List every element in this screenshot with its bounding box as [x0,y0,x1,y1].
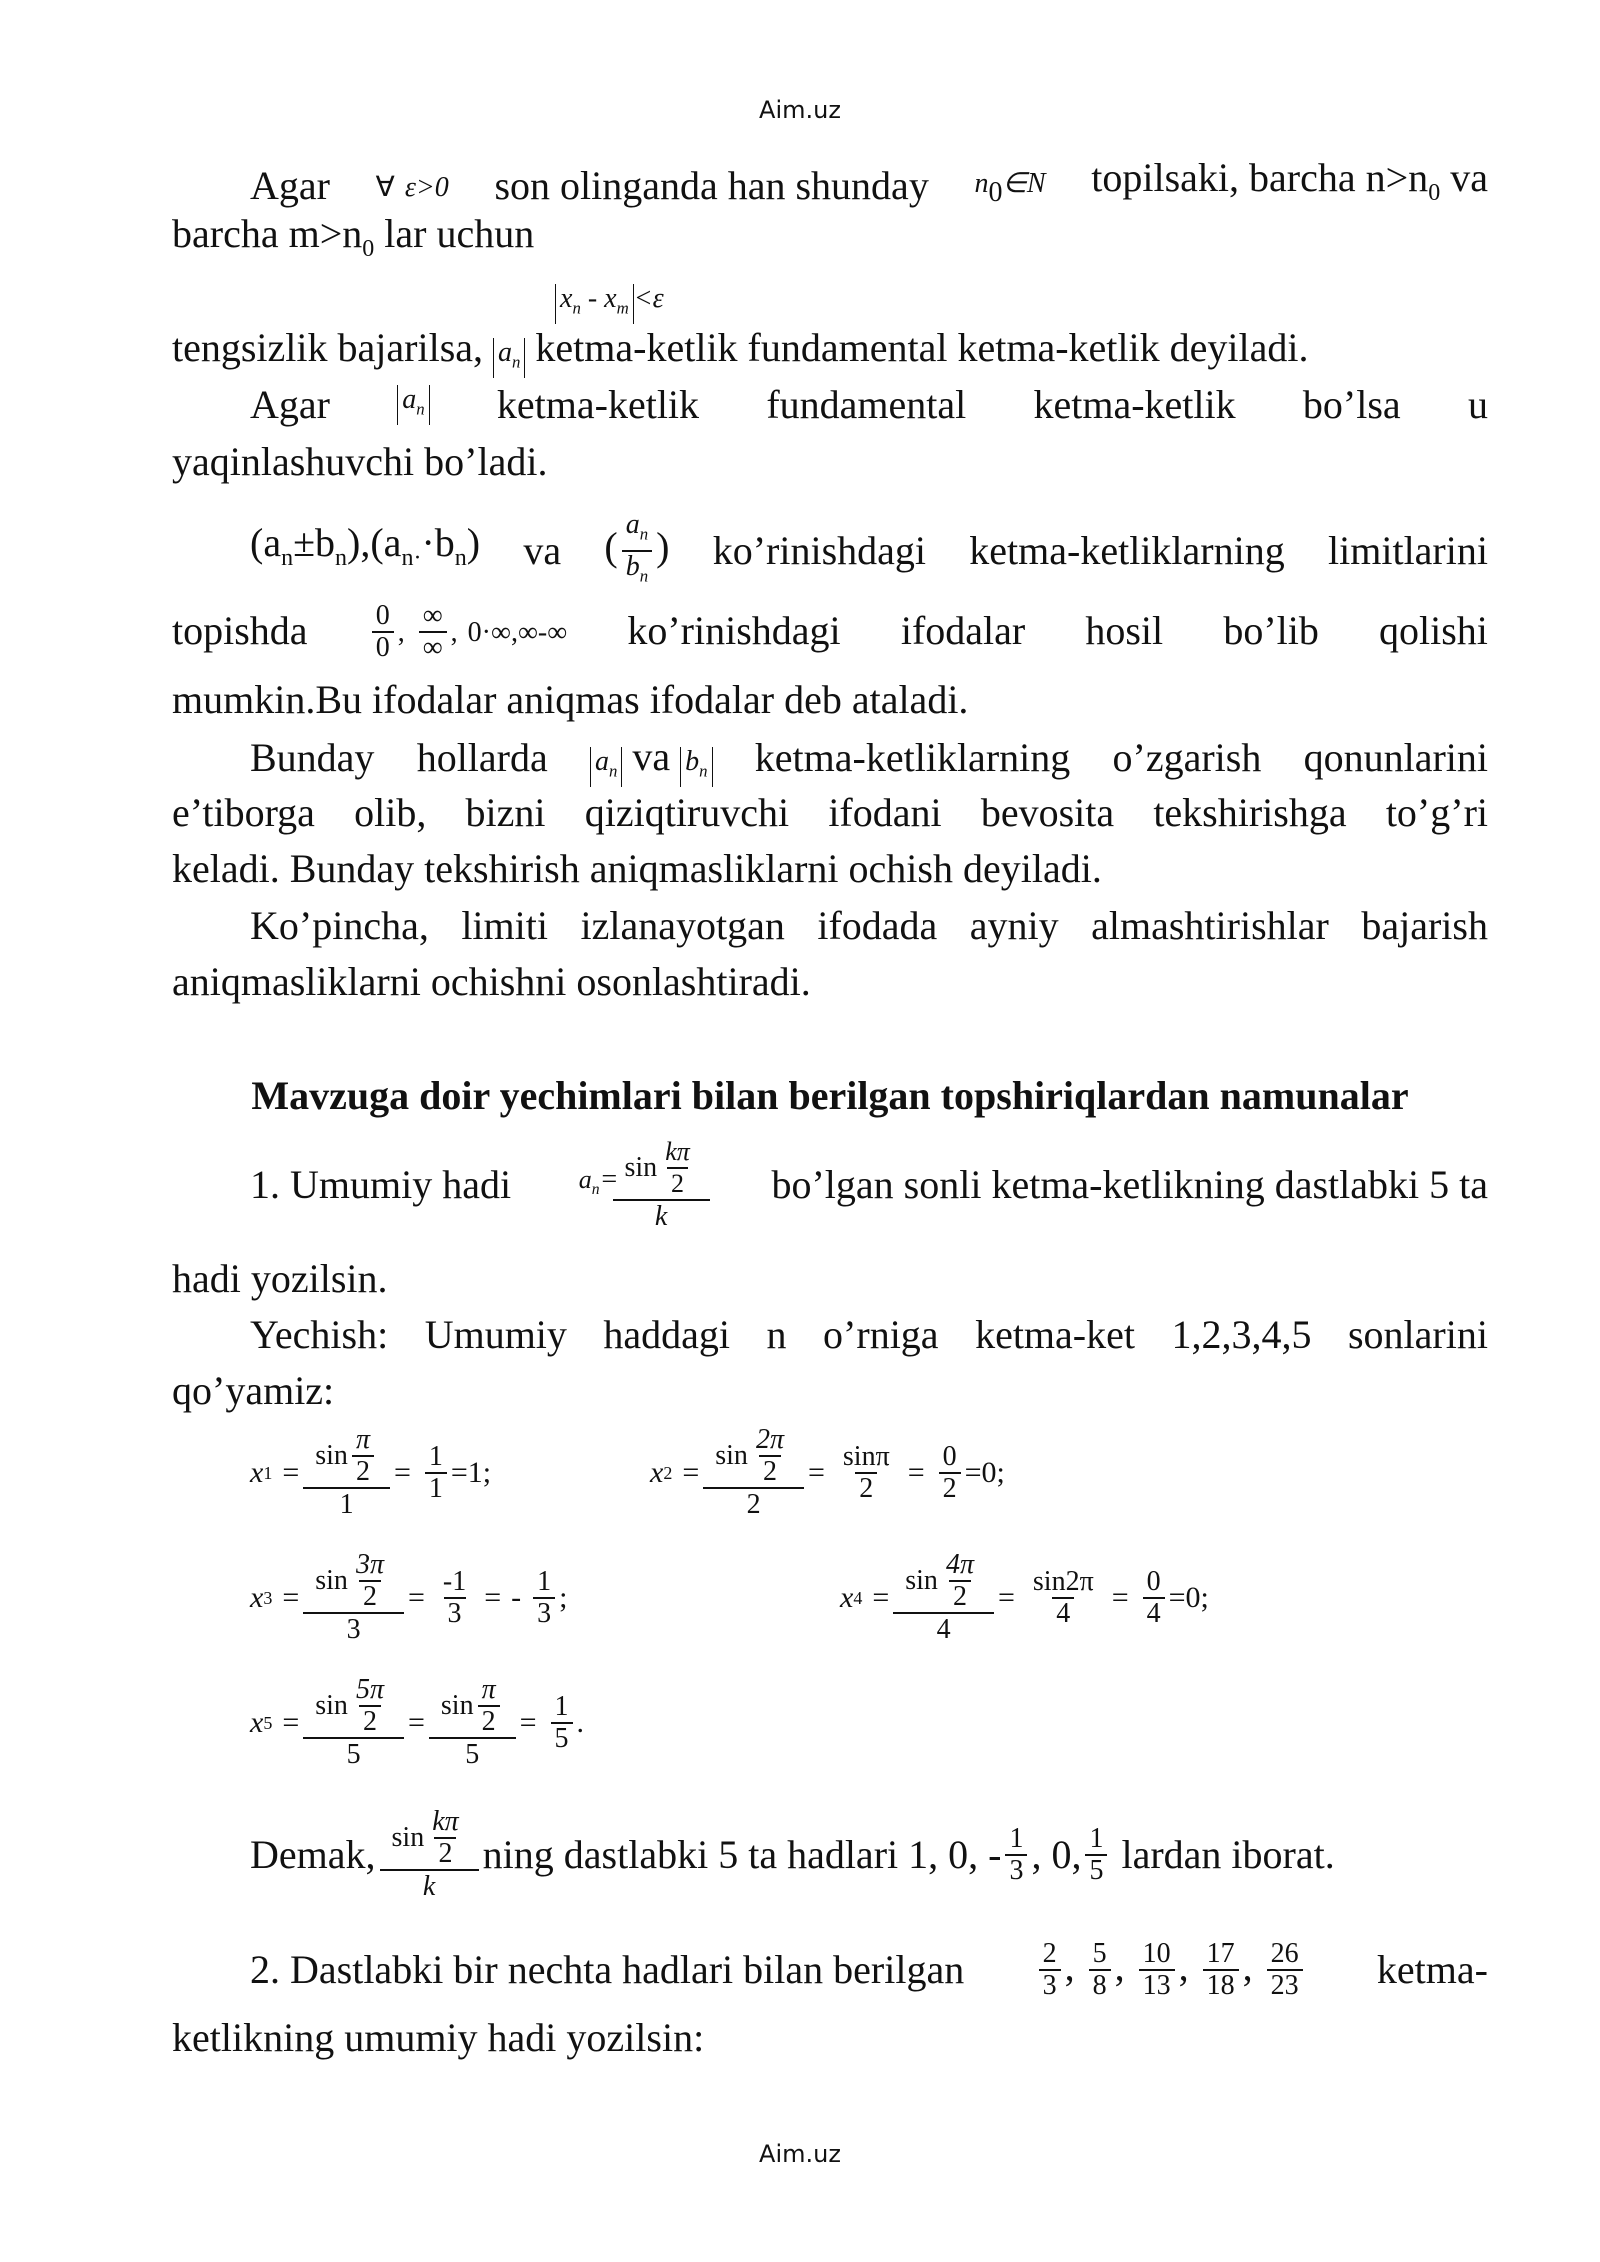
inequality-formula: $x_n - x_m <\varepsilon$ [555,266,855,327]
paragraph-5-line-1: Bunday hollarda $a_n$ va $b_n$ ketma-ketliklarning o’zgarish qonunlarini [172,729,1488,787]
equation-x1: x 1 = sin $\frac{\pi}{2}$ 1 = $\frac{1}{1}$ =1; [250,1424,492,1520]
solution-line-2: qo’yamiz: [172,1368,335,1413]
paragraph-4-line-3: mumkin.Bu ifodalar aniqmas ifodalar deb ataladi. [172,677,969,722]
formula-indeterminate-forms: $\frac{0}{0}$ , $\frac{\infty}{\infty}$ , 0·∞,∞-∞ [368,600,568,663]
example-2-line-2: ketlikning umumiy hadi yozilsin: [172,2015,705,2060]
text: son olinganda han shunday [494,162,929,208]
sequence-bn: $b_n$ [680,747,712,787]
paragraph-2: tengsizlik bajarilsa, $a_n$ ketma-ketlik fundamental ketma-ketlik deyiladi. [172,320,1488,378]
example-2-line-1: 2. Dastlabki bir nechta hadlari bilan berilgan $\frac{2}{3}$ , $\frac{5}{8}$ , $\frac{10}{13}$ , $\frac{17}{18}$ , $\frac{26}{23}$ ketma- [250,1938,1488,2002]
sequence-an: $a_n$ [590,747,622,787]
example-1-line-1: 1. Umumiy hadi $a_n=$ sin $\frac{k\pi}{2}$ k bo’lgan sonli ketma-ketlikning dastlabki 5 ta [250,1137,1488,1232]
equation-x4: x 4 = sin $\frac{4\pi}{2}$ 4 = $\frac{\sin 2\pi}{4}$ = $\frac{0}{4}$ =0; [840,1549,1209,1645]
paragraph-5-line-3: keladi. Bunday tekshirish aniqmasliklarni ochish deyiladi. [172,846,1102,891]
text: Agar [250,162,330,208]
equation-x3: x 3 = sin $\frac{3\pi}{2}$ 3 = $\frac{-1}{3}$ = - $\frac{1}{3}$ ; [250,1549,568,1645]
formula-epsilon: ∀ ε>0 [375,172,449,203]
paragraph-3-line-1: Agar $a_n$ ketma-ketlik fundamental ketma-ketlik bo’lsa u [250,382,1488,427]
equation-x2: x 2 = sin $\frac{2\pi}{2}$ 2 = $\frac{\sin\pi}{2}$ = $\frac{0}{2}$ =0; [650,1424,1005,1520]
page-footer: Aim.uz [759,2140,841,2168]
section-heading: Mavzuga doir yechimlari bilan berilgan topshiriqlardan namunalar [251,1073,1409,1118]
paragraph-5-line-2: e’tiborga olib, bizni qiziqtiruvchi ifodani bevosita tekshirishga to’g’ri [172,790,1488,835]
paragraph-1-line-2: barcha $m>n_0$ lar uchun [172,211,535,262]
paragraph-4-line-1: $(a_n\pm b_n),(a_{n\cdot}\cdot b_n)$ va ( $\frac{a_n}{b_n}$ ) ko’rinishdagi ketma-ketliklarning limitlarini [172,510,1488,591]
sequence-terms: $\frac{2}{3}$ , $\frac{5}{8}$ , $\frac{10}{13}$ , $\frac{17}{18}$ , $\frac{26}{23}$ [1035,1939,1307,2002]
paragraph-4-line-2: topishda $\frac{0}{0}$ , $\frac{\infty}{\infty}$ , 0·∞,∞-∞ ko’rinishdagi ifodalar hosil bo’lib qolishi [172,599,1488,663]
formula-quotient: ( $\frac{a_n}{b_n}$ ) [604,510,669,591]
paragraph-3-line-2: yaqinlashuvchi bo’ladi. [172,439,548,484]
example-1-line-2: hadi yozilsin. [172,1256,388,1301]
paragraph-6-line-2: aniqmasliklarni ochishni osonlashtiradi. [172,959,811,1004]
sequence-an: $a_n$ [493,338,525,378]
formula-general-term: sin $\frac{k\pi}{2}$ k [386,1807,473,1903]
formula-general-term: $a_n=$ sin $\frac{k\pi}{2}$ k [579,1137,704,1233]
page-header: Aim.uz [759,96,841,124]
formula-sum-product: $(a_n\pm b_n),(a_{n\cdot}\cdot b_n)$ [250,520,481,572]
sequence-an: $a_n$ [397,385,429,425]
paragraph-6-line-1: Ko’pincha, limiti izlanayotgan ifodada ayniy almashtirishlar bajarish [250,903,1488,948]
conclusion-line: Demak, sin $\frac{k\pi}{2}$ k ning dastlabki 5 ta hadlari 1, 0, - $\frac{1}{3}$ , 0, $\frac{1}{5}$ lardan iborat. [250,1806,1335,1902]
equation-x5: x 5 = sin $\frac{5\pi}{2}$ 5 = sin $\frac{\pi}{2}$ 5 = $\frac{1}{5}$ . [250,1674,585,1770]
formula-n0: $n_0\in N$ [974,167,1046,208]
solution-line-1: Yechish: Umumiy haddagi n o’rniga ketma-ket 1,2,3,4,5 sonlarini [250,1312,1488,1357]
text: topilsaki, barcha $n>n_0$ va [1091,155,1488,206]
